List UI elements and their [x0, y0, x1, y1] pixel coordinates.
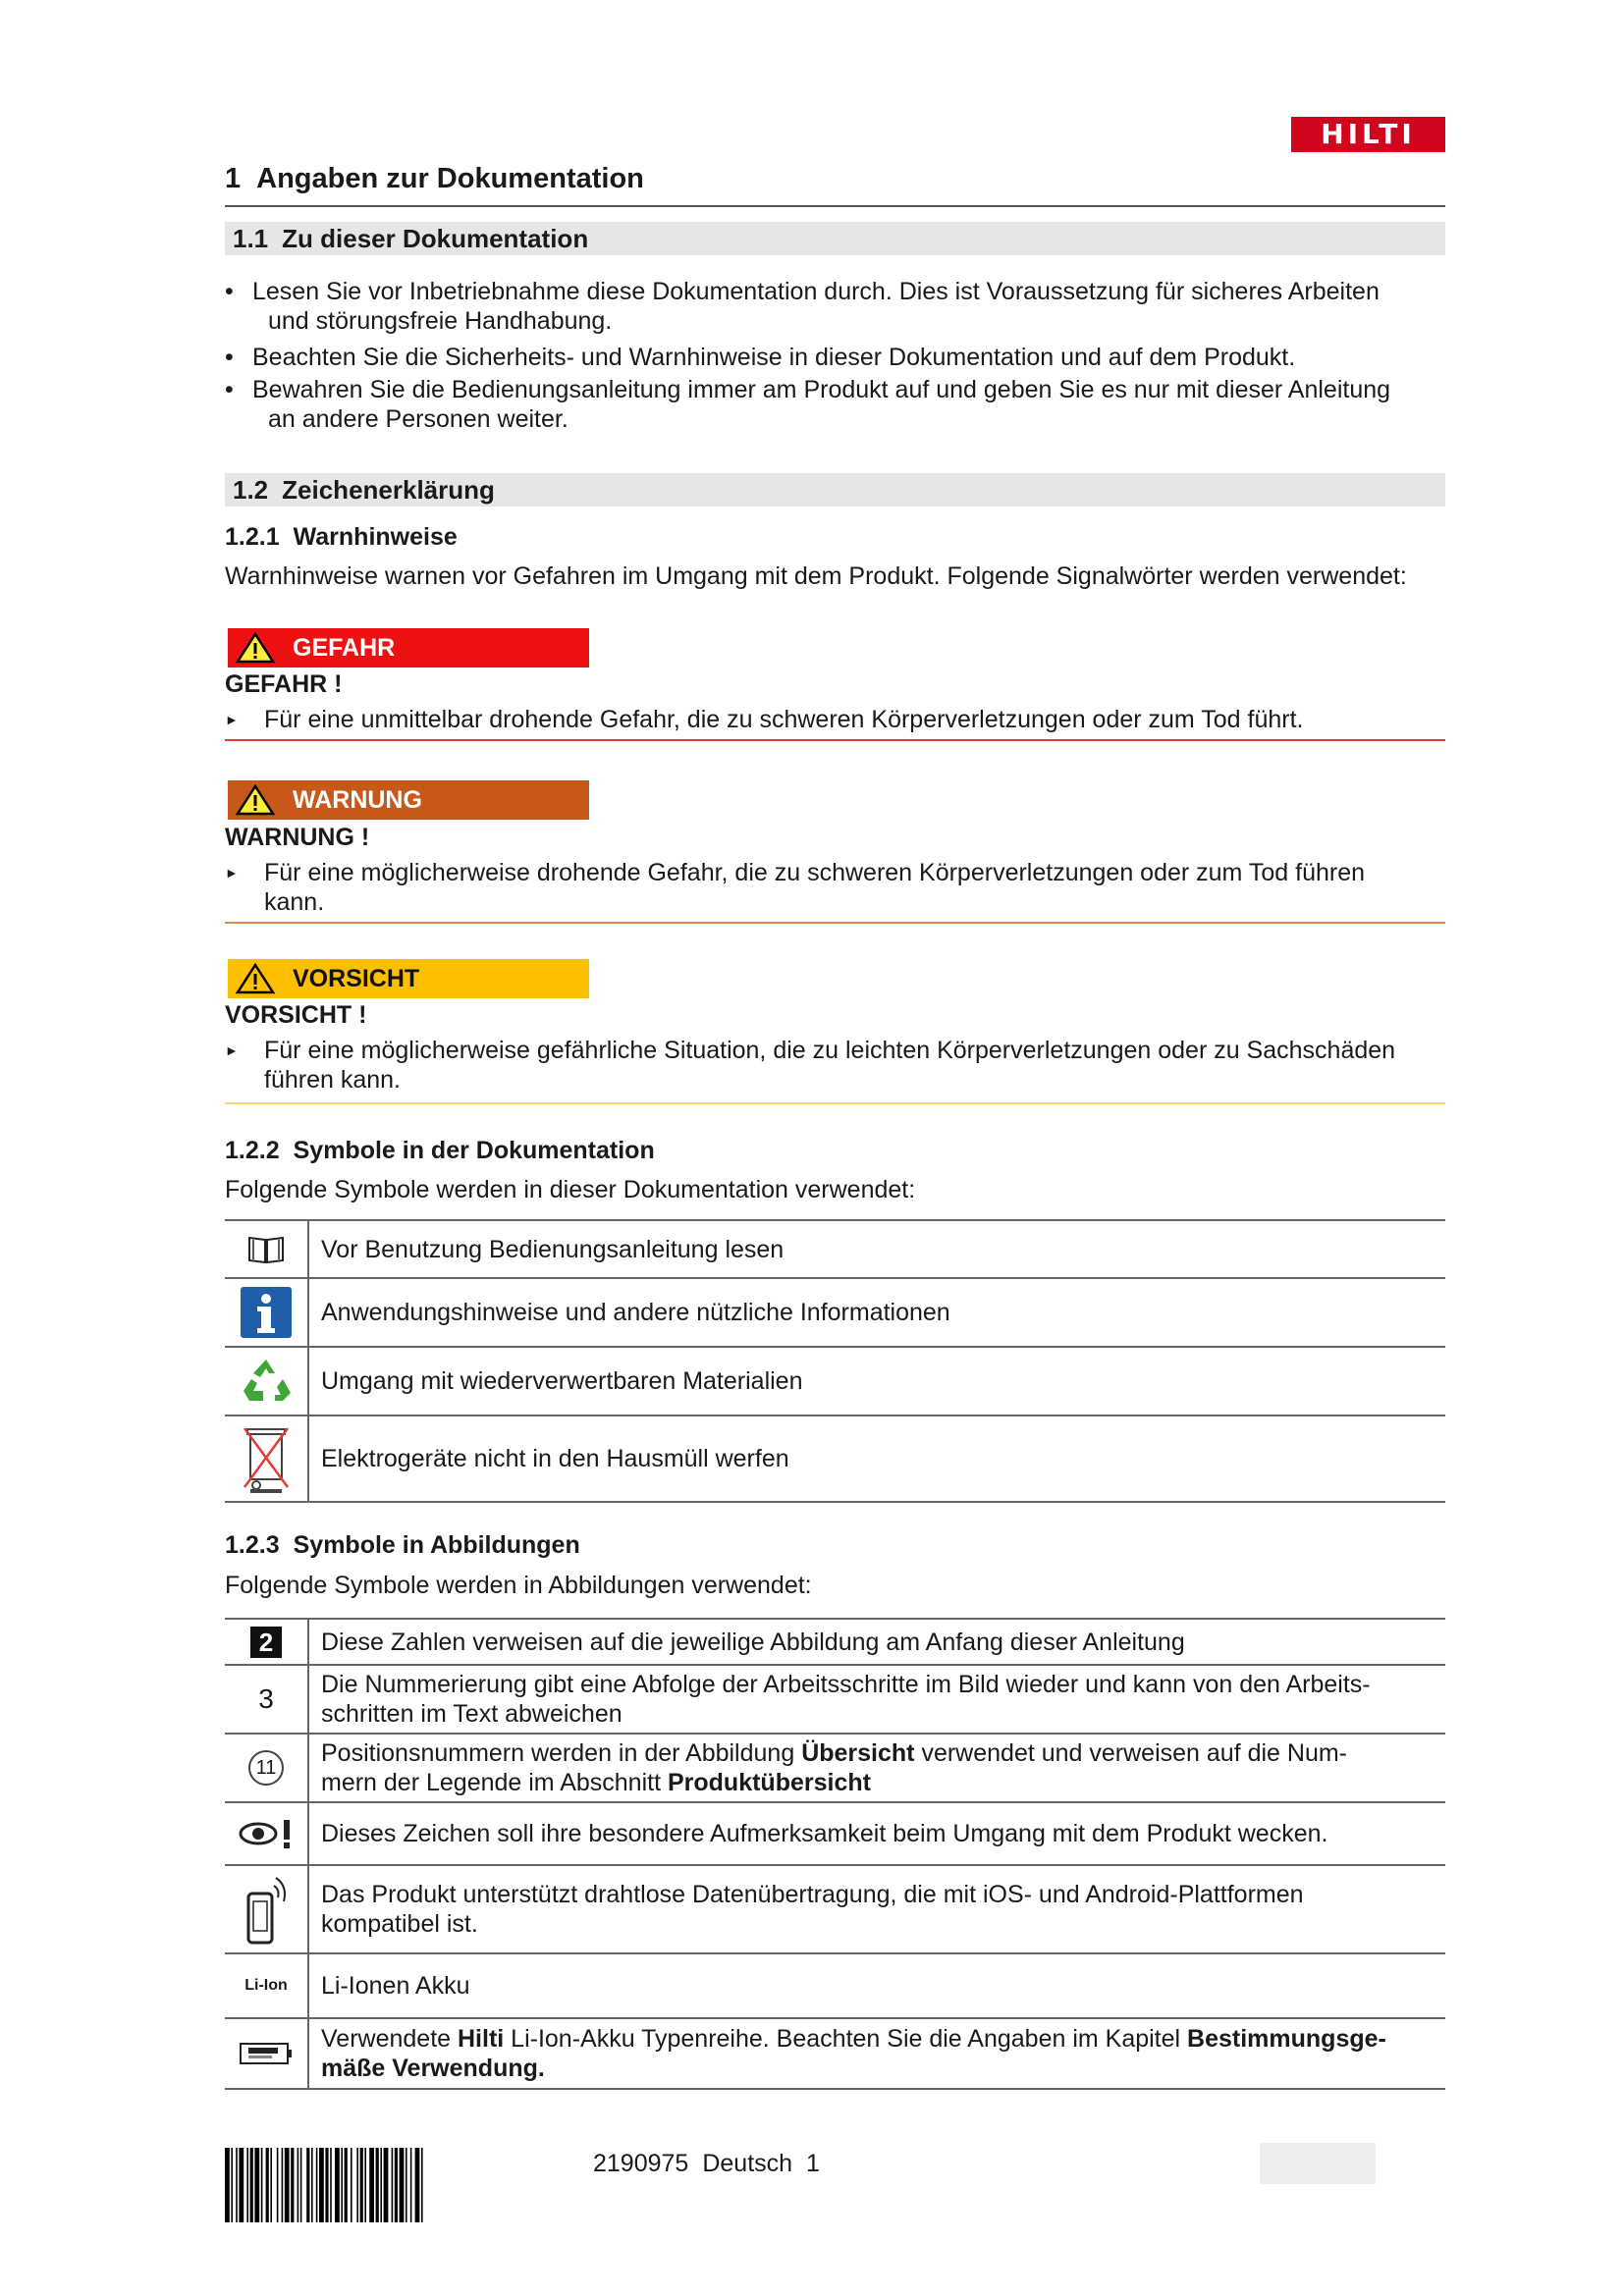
- chapter-heading: [225, 163, 1445, 207]
- barcode-icon: [225, 2148, 563, 2222]
- banner-label: GEFAHR: [293, 633, 396, 662]
- bullet-item: [225, 343, 1560, 372]
- chapter-number: 1: [225, 163, 242, 194]
- attention-eye-icon: [225, 1803, 309, 1864]
- warning-rule: [225, 922, 1445, 924]
- table-row: [225, 1416, 1445, 1503]
- arrow-right-icon: ►: [225, 1042, 239, 1058]
- row-text: Elektrogeräte nicht in den Hausmüll werfen: [321, 1445, 789, 1472]
- doc-symbols-intro: Folgende Symbole werden in dieser Dokumentation verwendet:: [225, 1176, 916, 1203]
- row-text: Anwendungshinweise und andere nützliche Informationen: [321, 1299, 950, 1326]
- row-text: [321, 1819, 1431, 1848]
- warning-banner: [228, 780, 589, 820]
- section-title: Zeichenerklärung: [282, 475, 495, 505]
- book-icon: [225, 1221, 309, 1277]
- warning-description: [225, 858, 1541, 917]
- description-line: Für eine unmittelbar drohende Gefahr, die zu schweren Körperverletzungen oder zum Tod führt.: [264, 706, 1304, 733]
- row-text-part: mern der Legende im Abschnitt: [321, 1769, 668, 1796]
- warning-triangle-icon: [236, 963, 275, 994]
- subsection-1-2-3-heading: [225, 1531, 594, 1560]
- table-row: [225, 1866, 1445, 1954]
- table-row: [225, 1666, 1445, 1735]
- section-1-1-heading: [225, 222, 1445, 255]
- table-row: [225, 1735, 1445, 1803]
- hilti-logo: [1291, 117, 1445, 152]
- row-text-part: verwendet und verweisen auf die Num-: [914, 1739, 1348, 1767]
- bullet-line: Lesen Sie vor Inbetriebnahme diese Dokumentation durch. Dies ist Voraussetzung für sicheres Arbeiten: [252, 278, 1380, 305]
- banner-label: WARNUNG: [293, 785, 422, 814]
- caution-description: [225, 1036, 1541, 1095]
- recycle-icon: [225, 1348, 309, 1415]
- subsection-number: 1.2.3: [225, 1531, 280, 1559]
- arrow-right-icon: ►: [225, 712, 239, 727]
- row-text-part: Diese Zahlen verweisen auf die jeweilige Abbildung am Anfang dieser Anleitung: [321, 1628, 1185, 1656]
- footer-text: [593, 2150, 834, 2178]
- row-text-bold: Bestimmungsge-: [1187, 2025, 1386, 2053]
- table-row: [225, 1279, 1445, 1348]
- table-row: [225, 1348, 1445, 1416]
- bullet-dot-icon: •: [225, 278, 234, 305]
- row-text: [321, 2024, 1431, 2083]
- logo-text: HILTI: [1321, 118, 1416, 150]
- section-number: 1.2: [233, 475, 269, 505]
- row-text-part: Dieses Zeichen soll ihre besondere Aufmerksamkeit beim Umgang mit dem Produkt wecken.: [321, 1820, 1328, 1847]
- section-1-2-heading: [225, 473, 1445, 507]
- row-text: [321, 1628, 1431, 1657]
- table-row: [225, 1803, 1445, 1866]
- bullet-item: [225, 375, 1560, 434]
- chapter-title: Angaben zur Dokumentation: [256, 163, 644, 194]
- bullet-dot-icon: •: [225, 344, 234, 371]
- battery-series-icon: [225, 2019, 309, 2088]
- warning-triangle-icon: [236, 784, 275, 816]
- subsection-title: Symbole in Abbildungen: [293, 1531, 580, 1559]
- description-line: führen kann.: [264, 1066, 401, 1094]
- subsection-number: 1.2.1: [225, 523, 280, 551]
- bullet-line: Beachten Sie die Sicherheits- und Warnhinweise in dieser Dokumentation und auf dem Produkt.: [252, 344, 1296, 371]
- figure-symbols-table: [225, 1618, 1445, 2090]
- figure-number-label: 2: [250, 1627, 282, 1658]
- row-text-bold: Übersicht: [801, 1739, 915, 1767]
- danger-description: [225, 705, 1541, 734]
- description-line: Für eine möglicherweise drohende Gefahr, die zu schweren Körperverletzungen oder zum Tod führen: [264, 859, 1366, 886]
- figure-symbols-intro: Folgende Symbole werden in Abbildungen verwendet:: [225, 1572, 812, 1599]
- row-text-bold: Hilti: [458, 2025, 505, 2053]
- row-text-bold: Produktübersicht: [667, 1769, 871, 1796]
- danger-banner: [228, 628, 589, 667]
- caution-title: VORSICHT !: [225, 1001, 367, 1029]
- wireless-phone-icon: [225, 1866, 309, 1952]
- warning-triangle-icon: [236, 632, 275, 664]
- row-text-part: Li-Ionen Akku: [321, 1972, 470, 2000]
- row-text: [321, 1738, 1431, 1797]
- subsection-1-2-2-heading: [225, 1137, 669, 1165]
- bullet-line: Bewahren Sie die Bedienungsanleitung immer am Produkt auf und geben Sie es nur mit dieser Anleitung: [252, 376, 1391, 403]
- row-text: [321, 1670, 1431, 1729]
- li-ion-label: Li-Ion: [244, 1977, 288, 1994]
- row-text-part: kompatibel ist.: [321, 1910, 478, 1938]
- banner-label: VORSICHT: [293, 964, 420, 992]
- row-text-bold: mäße Verwendung.: [321, 2055, 545, 2082]
- row-text: Umgang mit wiederverwertbaren Materialien: [321, 1367, 803, 1395]
- danger-rule: [225, 739, 1445, 741]
- subsection-title: Warnhinweise: [293, 523, 458, 551]
- position-number-label: 11: [248, 1750, 284, 1786]
- document-code: 2190975: [593, 2150, 689, 2177]
- table-row: [225, 1620, 1445, 1666]
- caution-rule: [225, 1102, 1445, 1104]
- crossed-bin-icon: [225, 1416, 309, 1501]
- table-row: [225, 1954, 1445, 2019]
- table-row: [225, 1221, 1445, 1279]
- description-line: kann.: [264, 888, 325, 916]
- doc-symbols-table: [225, 1219, 1445, 1503]
- position-number-icon: [225, 1735, 309, 1801]
- info-icon: [225, 1279, 309, 1346]
- arrow-right-icon: ►: [225, 865, 239, 881]
- row-text-part: Verwendete: [321, 2025, 458, 2053]
- subsection-number: 1.2.2: [225, 1137, 280, 1164]
- subsection-1-2-1-heading: [225, 523, 471, 552]
- step-number-label: 3: [258, 1683, 274, 1714]
- row-text-part: schritten im Text abweichen: [321, 1700, 623, 1728]
- row-text-part: Die Nummerierung gibt eine Abfolge der Arbeitsschritte im Bild wieder und kann von den Arbeits-: [321, 1671, 1371, 1698]
- subsection-title: Symbole in der Dokumentation: [293, 1137, 655, 1164]
- row-text-part: Positionsnummern werden in der Abbildung: [321, 1739, 802, 1767]
- row-text: Vor Benutzung Bedienungsanleitung lesen: [321, 1235, 785, 1263]
- warnings-intro: Warnhinweise warnen vor Gefahren im Umgang mit dem Produkt. Folgende Signalwörter werden verwendet:: [225, 562, 1407, 590]
- row-text-part: Das Produkt unterstützt drahtlose Datenübertragung, die mit iOS- und Android-Plattformen: [321, 1881, 1304, 1908]
- step-number-icon: [225, 1666, 309, 1733]
- description-line: Für eine möglicherweise gefährliche Situation, die zu leichten Körperverletzungen oder zu Sachschäden: [264, 1037, 1396, 1064]
- figure-number-icon: [225, 1620, 309, 1664]
- bullet-dot-icon: •: [225, 376, 234, 403]
- table-row: [225, 2019, 1445, 2090]
- warning-title: WARNUNG !: [225, 824, 370, 851]
- bullet-item: [225, 277, 1560, 336]
- bullet-line: und störungsfreie Handhabung.: [268, 307, 613, 335]
- li-ion-icon: [225, 1954, 309, 2017]
- page-number: 1: [806, 2150, 820, 2177]
- row-text-part: Li-Ion-Akku Typenreihe. Beachten Sie die Angaben im Kapitel: [504, 2025, 1188, 2053]
- footer-gray-box: [1260, 2143, 1376, 2184]
- caution-banner: [228, 959, 589, 998]
- section-title: Zu dieser Dokumentation: [282, 224, 589, 253]
- document-language: Deutsch: [702, 2150, 793, 2177]
- row-text: [321, 1971, 1431, 2001]
- danger-title: GEFAHR !: [225, 670, 343, 698]
- row-text: [321, 1880, 1431, 1939]
- section-number: 1.1: [233, 224, 269, 253]
- bullet-line: an andere Personen weiter.: [268, 405, 568, 433]
